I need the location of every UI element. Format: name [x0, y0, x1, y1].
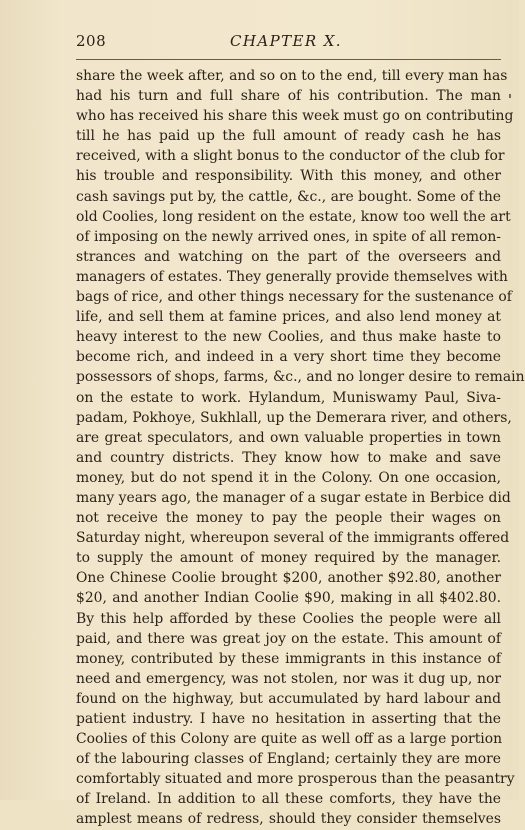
text-line: of the labouring classes of England; certainly they are more — [76, 751, 501, 768]
text-line: found on the highway, but accumulated by hard labour and — [76, 690, 501, 707]
text-line: money, contributed by these immigrants in this instance of — [76, 650, 501, 667]
text-line: old Coolies, long resident on the estate, know too well the art — [76, 208, 511, 225]
text-line: to supply the amount of money required by the manager. — [76, 550, 501, 567]
text-line: comfortably situated and more prosperous than the peasantry — [76, 771, 515, 788]
text-line: strances and watching on the part of the overseers and — [76, 248, 501, 265]
text-line: need and emergency, was not stolen, nor was it dug up, nor — [76, 670, 501, 687]
text-line: $20, and another Indian Coolie $90, making in all $402.80. — [76, 590, 501, 607]
text-line: had his turn and full share of his contribution. The man — [76, 88, 501, 105]
text-line: Coolies of this Colony are quite as well off as a large portion — [76, 731, 503, 748]
text-line: of imposing on the newly arrived ones, in spite of all remon- — [76, 228, 501, 245]
text-line: patient industry. I have no hesitation in asserting that the — [76, 711, 501, 727]
text-line: of Ireland. In addition to all these comforts, they have the — [76, 791, 501, 808]
text-line: cash savings put by, the cattle, &c., are bought. Some of the — [76, 188, 501, 205]
text-line: share the week after, and so on to the end, till every man has — [76, 68, 508, 84]
header-rule — [76, 59, 501, 60]
text-line: are great speculators, and own valuable properties in town — [76, 429, 501, 446]
text-line: and country districts. They know how to make and save — [76, 449, 501, 466]
text-line: life, and sell them at famine prices, and also lend money at — [76, 309, 501, 326]
text-line: till he has paid up the full amount of ready cash he has — [76, 128, 501, 145]
body-text — [76, 66, 525, 830]
text-line: managers of estates. They generally provide themselves with — [76, 268, 508, 285]
text-line: his trouble and responsibility. With this money, and other — [76, 168, 501, 185]
text-line: not receive the money to pay the people their wages on — [76, 510, 501, 527]
page-number: 208 — [76, 32, 107, 50]
text-line: money, but do not spend it in the Colony. On one occasion, — [76, 469, 501, 486]
text-line: many years ago, the manager of a sugar estate in Berbice did — [76, 489, 511, 506]
text-line: received, with a slight bonus to the conductor of the club for — [76, 148, 505, 165]
margin-mark — [509, 94, 511, 98]
text-line: heavy interest to the new Coolies, and thus make haste to — [76, 329, 501, 346]
text-line: become rich, and indeed in a very short time they become — [76, 349, 501, 366]
text-line: Saturday night, whereupon several of the immigrants offered — [76, 530, 510, 547]
text-line: who has received his share this week must go on contributing — [76, 108, 514, 125]
text-line: By this help afforded by these Coolies the people were all — [76, 610, 501, 627]
page-header — [0, 32, 519, 54]
text-line: paid, and there was great joy on the estate. This amount of — [76, 630, 501, 647]
running-head: CHAPTER X. — [230, 32, 342, 50]
text-line: One Chinese Coolie brought $200, another $92.80, another — [76, 570, 501, 587]
text-line: amplest means of redress, should they consider themselves — [76, 811, 501, 828]
text-line: possessors of shops, farms, &c., and no longer desire to remain — [76, 369, 525, 386]
text-line: bags of rice, and other things necessary for the sustenance of — [76, 289, 512, 306]
text-line: on the estate to work. Hylandum, Muniswamy Paul, Siva- — [76, 389, 501, 406]
text-line: padam, Pokhoye, Sukhlall, up the Demerara river, and others, — [76, 409, 512, 426]
